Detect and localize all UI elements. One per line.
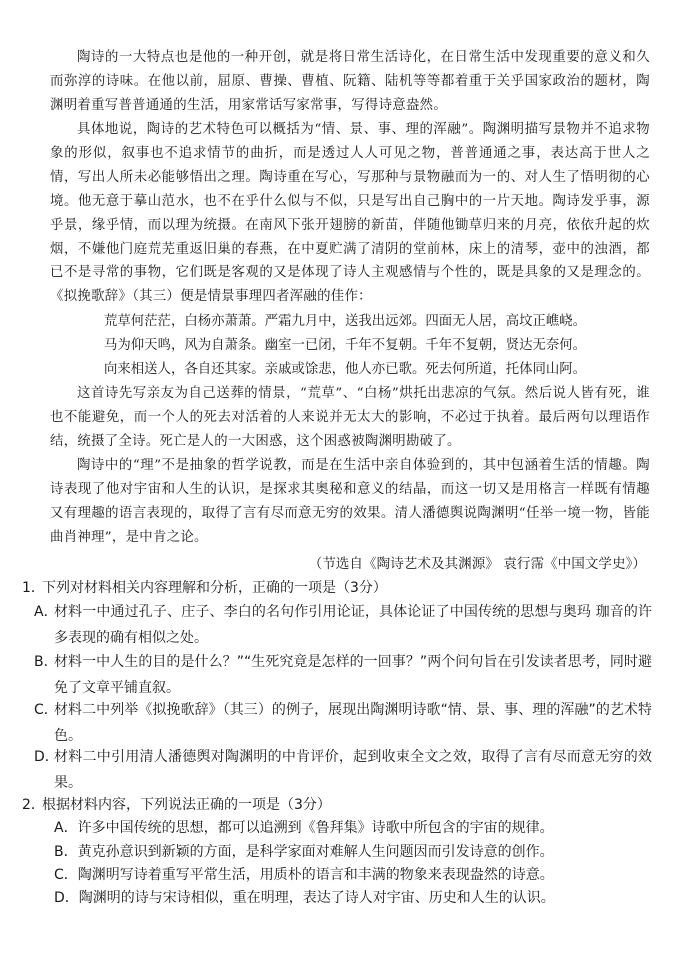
option-label: A．	[54, 820, 78, 836]
option-text: 黄克孙意识到新颖的方面，是科学家面对难解人生问题因而引发诗意的创作。	[77, 844, 554, 860]
option-label: C．	[34, 702, 58, 718]
option-label: B．	[54, 844, 78, 860]
option-text: 陶渊明的诗与宋诗相似，重在明理，表达了诗人对宇宙、历史和人生的认识。	[78, 890, 555, 906]
source-citation: （节选自《陶诗艺术及其渊源》 袁行霈《中国文学史》）	[308, 556, 646, 572]
option-text: 许多中国传统的思想，都可以追溯到《鲁拜集》诗歌中所包含的宇宙的规律。	[77, 820, 554, 836]
option-text: 材料一中人生的目的是什么？”“生死究竟是怎样的一回事？”两个问句旨在引发读者思考，同时避免了文章平铺直叙。	[54, 654, 652, 696]
poem-line-1: 荒草何茫茫，白杨亦萧萧。严霜九月中，送我出远郊。四面无人居，高坟正嶕峣。	[104, 314, 587, 329]
poem-block	[104, 310, 624, 382]
option-label: B．	[34, 654, 58, 670]
question-1	[22, 576, 652, 601]
question-2-option-d[interactable]	[54, 886, 652, 912]
question-1-number: 1．	[22, 580, 45, 596]
passage-paragraph-2: 具体地说，陶诗的艺术特色可以概括为“情、景、事、理的浑融”。陶渊明描写景物并不追求物象的形似，叙事也不追求情节的曲折，而是透过人人可见之物，普普通通之事，表达高于世人之情，写出人所未必能够悟出之理。陶诗重在写心，写那种与景物融而为一的、对人生了悟明彻的心境。他无意于摹山范水，也不在乎什么似与不似，只是写出自己胸中的一片天地。陶诗发乎事，源乎景，缘乎情，而以理为统摄。在南风下张开翅膀的新苗，伴随他锄草归来的月亮，依依升起的炊烟，不嫌他门庭荒芜重返旧巢的春燕，在中夏贮满了清阴的堂前林，床上的清琴，壶中的浊酒，都已不是寻常的事物，它们既是客观的又是体现了诗人主观感情与个性的，既是具象的又是理念的。《拟挽歌辞》（其三）便是情景事理四者浑融的佳作：	[50, 122, 650, 305]
poem-line-2: 马为仰天鸣，风为自萧条。幽室一已闭，千年不复朝。千年不复朝，贤达无奈何。	[104, 337, 587, 353]
option-text: 材料一中通过孔子、庄子、李白的名句作引用论证，具体论证了中国传统的思想与奥玛 珈音的许多表现的确有相似之处。	[54, 604, 652, 646]
poem-line-3: 向来相送人，各自还其家。亲戚或馀悲，他人亦已歌。死去何所道，托体同山阿。	[104, 361, 587, 377]
question-2-option-b[interactable]	[54, 840, 652, 866]
option-label: C．	[54, 867, 78, 883]
question-1-stem: 下列对材料相关内容理解和分析，正确的一项是（3分）	[42, 580, 387, 596]
question-2-number: 2．	[22, 797, 45, 813]
option-text: 材料二中引用清人潘德舆对陶渊明的中肯评价，起到收束全文之效，取得了言有尽而意无穷的效果。	[54, 749, 652, 791]
option-text: 陶渊明写诗着重写平常生活，用质朴的语言和丰满的物象来表现盎然的诗意。	[77, 867, 554, 883]
question-2-option-c[interactable]	[54, 863, 652, 889]
option-label: D．	[54, 890, 79, 906]
option-text: 材料二中列举《拟挽歌辞》（其三）的例子，展现出陶渊明诗歌“情、景、事、理的浑融”的艺术特色。	[54, 702, 652, 744]
question-1-option-d[interactable]	[34, 745, 652, 796]
question-1-option-c[interactable]	[34, 698, 652, 749]
question-2-option-a[interactable]	[54, 816, 652, 842]
question-1-option-a[interactable]	[34, 600, 652, 651]
question-2-stem: 根据材料内容，下列说法正确的一项是（3分）	[42, 797, 331, 813]
passage-paragraph-3: 这首诗先写亲友为自己送葬的情景，“荒草”、“白杨”烘托出悲凉的气氛。然后说人皆有死，谁也不能避免，而一个人的死去对活着的人来说并无太大的影响，不必过于执着。最后两句以理语作结，统摄了全诗。死亡是人的一大困惑，这个困惑被陶渊明勘破了。	[50, 386, 650, 449]
passage-paragraph-1: 陶诗的一大特点也是他的一种开创，就是将日常生活诗化，在日常生活中发现重要的意义和久而弥淳的诗味。在他以前，屈原、曹操、曹植、阮籍、陆机等等都着重于关乎国家政治的题材，陶渊明着重写普普通通的生活，用家常话写家常事，写得诗意盎然。	[50, 50, 650, 113]
question-1-option-b[interactable]	[34, 650, 652, 701]
option-label: A．	[34, 604, 58, 620]
passage-paragraph-4: 陶诗中的“理”不是抽象的哲学说教，而是在生活中亲自体验到的，其中包涵着生活的情趣。陶诗表现了他对宇宙和人生的认识，是探求其奥秘和意义的结晶，而这一切又是用格言一样既有情趣又有理趣的语言表现的，取得了言有尽而意无穷的效果。清人潘德舆说陶渊明“任举一境一物，皆能曲肖神理”，是中肯之论。	[50, 458, 650, 545]
question-2	[22, 793, 652, 818]
option-label: D．	[34, 749, 59, 765]
